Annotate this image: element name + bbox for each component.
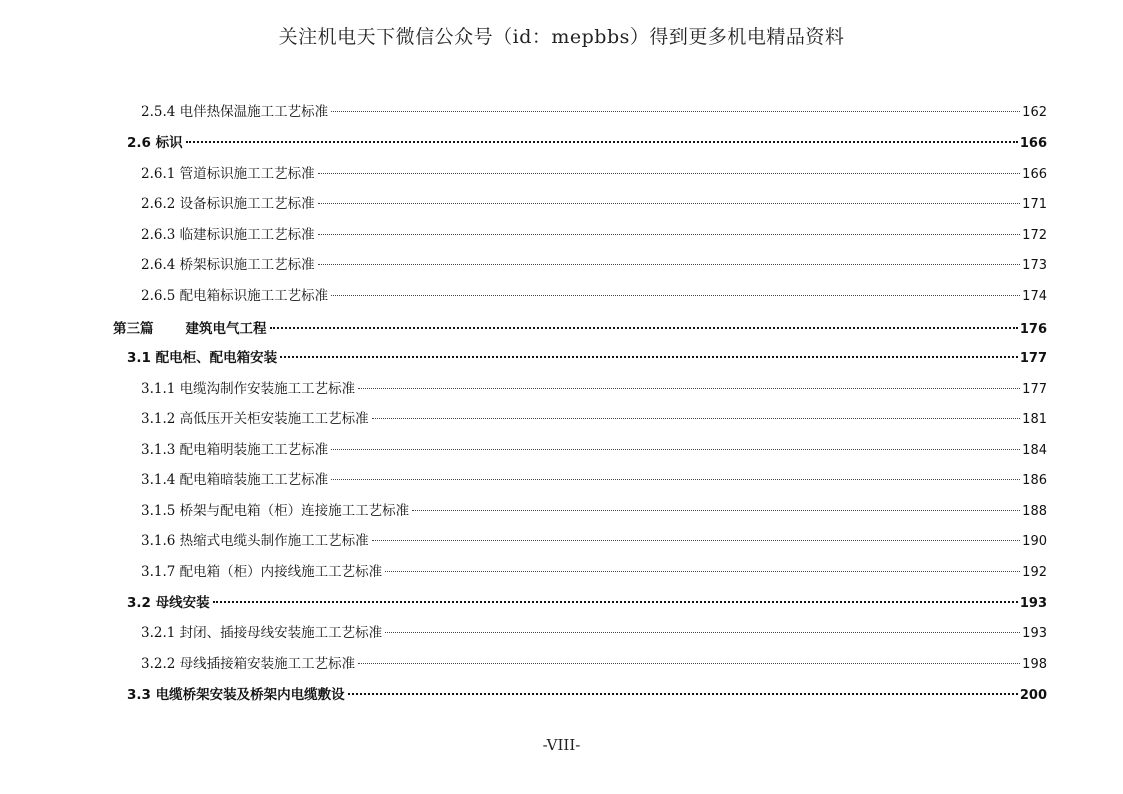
toc-entry[interactable] xyxy=(141,619,1047,643)
toc-entry[interactable] xyxy=(141,251,1047,275)
toc-entry-label: 2.6 标识 xyxy=(127,135,183,151)
toc-entry-page: 177 xyxy=(1022,382,1047,397)
toc-entry-page: 173 xyxy=(1022,258,1047,273)
toc-entry-page: 188 xyxy=(1022,504,1047,519)
toc-section-entry[interactable] xyxy=(127,129,1047,153)
toc-entry[interactable] xyxy=(141,282,1047,306)
toc-entry-page: 186 xyxy=(1022,473,1047,488)
toc-entry-label: 3.1.7 配电箱（柜）内接线施工工艺标准 xyxy=(141,564,383,580)
toc-entry-page: 190 xyxy=(1022,534,1047,549)
toc-leader-dots xyxy=(372,527,1021,545)
toc-entry-label: 3.1.4 配电箱暗装施工工艺标准 xyxy=(141,472,329,488)
toc-entry-page: 166 xyxy=(1022,167,1047,182)
toc-leader-dots xyxy=(331,98,1020,116)
toc-entry[interactable] xyxy=(141,98,1047,122)
toc-leader-dots xyxy=(331,282,1020,300)
toc-entry-label: 2.6.3 临建标识施工工艺标准 xyxy=(141,227,315,243)
toc-leader-dots xyxy=(348,681,1018,699)
toc-leader-dots xyxy=(358,650,1020,668)
toc-entry[interactable] xyxy=(141,650,1047,674)
toc-entry[interactable] xyxy=(141,375,1047,399)
toc-entry-page: 192 xyxy=(1022,565,1047,580)
toc-leader-dots xyxy=(318,160,1021,178)
toc-entry-label: 2.6.4 桥架标识施工工艺标准 xyxy=(141,257,315,273)
toc-leader-dots xyxy=(358,375,1020,393)
toc-entry-label: 3.1.1 电缆沟制作安装施工工艺标准 xyxy=(141,381,356,397)
toc-entry-label: 2.6.5 配电箱标识施工工艺标准 xyxy=(141,288,329,304)
toc-leader-dots xyxy=(331,466,1020,484)
page-header: 关注机电天下微信公众号（id：mepbbs）得到更多机电精品资料 xyxy=(278,26,845,48)
toc-entry-label: 3.1 配电柜、配电箱安装 xyxy=(127,350,278,366)
toc-entry-page: 184 xyxy=(1022,443,1047,458)
toc-entry-page: 193 xyxy=(1022,626,1047,641)
toc-entry-page: 162 xyxy=(1022,105,1047,120)
toc-entry-label: 3.1.5 桥架与配电箱（柜）连接施工工艺标准 xyxy=(141,503,410,519)
toc-entry-page: 200 xyxy=(1019,688,1047,703)
toc-entry-label: 2.6.2 设备标识施工工艺标准 xyxy=(141,196,315,212)
toc-leader-dots xyxy=(412,497,1020,515)
toc-entry-page: 198 xyxy=(1022,657,1047,672)
toc-entry-page: 177 xyxy=(1019,351,1047,366)
toc-part-title: 建筑电气工程 xyxy=(185,321,267,337)
toc-entry-label: 3.2.1 封闭、插接母线安装施工工艺标准 xyxy=(141,625,383,641)
toc-entry[interactable] xyxy=(141,190,1047,214)
toc-entry-label: 2.6.1 管道标识施工工艺标准 xyxy=(141,166,315,182)
toc-section-entry[interactable] xyxy=(127,589,1047,613)
toc-leader-dots xyxy=(270,315,1018,333)
toc-entry-label: 3.3 电缆桥架安装及桥架内电缆敷设 xyxy=(127,687,345,703)
toc-leader-dots xyxy=(213,589,1018,607)
toc-entry-page: 166 xyxy=(1019,136,1047,151)
toc-part-entry[interactable] xyxy=(113,315,1047,339)
toc-section-entry[interactable] xyxy=(127,681,1047,705)
toc-entry[interactable] xyxy=(141,160,1047,184)
toc-leader-dots xyxy=(280,344,1018,362)
toc-entry[interactable] xyxy=(141,527,1047,551)
toc-entry-label: 3.1.3 配电箱明装施工工艺标准 xyxy=(141,442,329,458)
toc-entry[interactable] xyxy=(141,558,1047,582)
toc-leader-dots xyxy=(318,251,1021,269)
toc-entry-label: 2.5.4 电伴热保温施工工艺标准 xyxy=(141,104,329,120)
toc-leader-dots xyxy=(372,405,1021,423)
toc-section-entry[interactable] xyxy=(127,344,1047,368)
toc-entry-page: 193 xyxy=(1019,596,1047,611)
toc-entry[interactable] xyxy=(141,436,1047,460)
toc-leader-dots xyxy=(186,129,1018,147)
toc-entry-page: 172 xyxy=(1022,228,1047,243)
toc-entry-label: 3.2.2 母线插接箱安装施工工艺标准 xyxy=(141,656,356,672)
toc-entry[interactable] xyxy=(141,466,1047,490)
toc-entry-page: 181 xyxy=(1022,412,1047,427)
toc-entry-label: 3.2 母线安装 xyxy=(127,595,210,611)
toc-entry-page: 171 xyxy=(1022,197,1047,212)
toc-part-label xyxy=(113,320,268,338)
toc-entry-page: 176 xyxy=(1019,322,1047,337)
toc-leader-dots xyxy=(385,558,1020,576)
toc-leader-dots xyxy=(318,221,1021,239)
toc-entry-label: 3.1.2 高低压开关柜安装施工工艺标准 xyxy=(141,411,369,427)
toc-leader-dots xyxy=(385,619,1020,637)
toc-part-number: 第三篇 xyxy=(113,321,154,337)
toc-entry[interactable] xyxy=(141,405,1047,429)
toc-entry-label: 3.1.6 热缩式电缆头制作施工工艺标准 xyxy=(141,533,369,549)
toc-entry[interactable] xyxy=(141,221,1047,245)
toc-leader-dots xyxy=(331,436,1020,454)
toc-leader-dots xyxy=(318,190,1021,208)
page-number: -VIII- xyxy=(542,736,581,754)
toc-entry[interactable] xyxy=(141,497,1047,521)
toc-entry-page: 174 xyxy=(1022,289,1047,304)
